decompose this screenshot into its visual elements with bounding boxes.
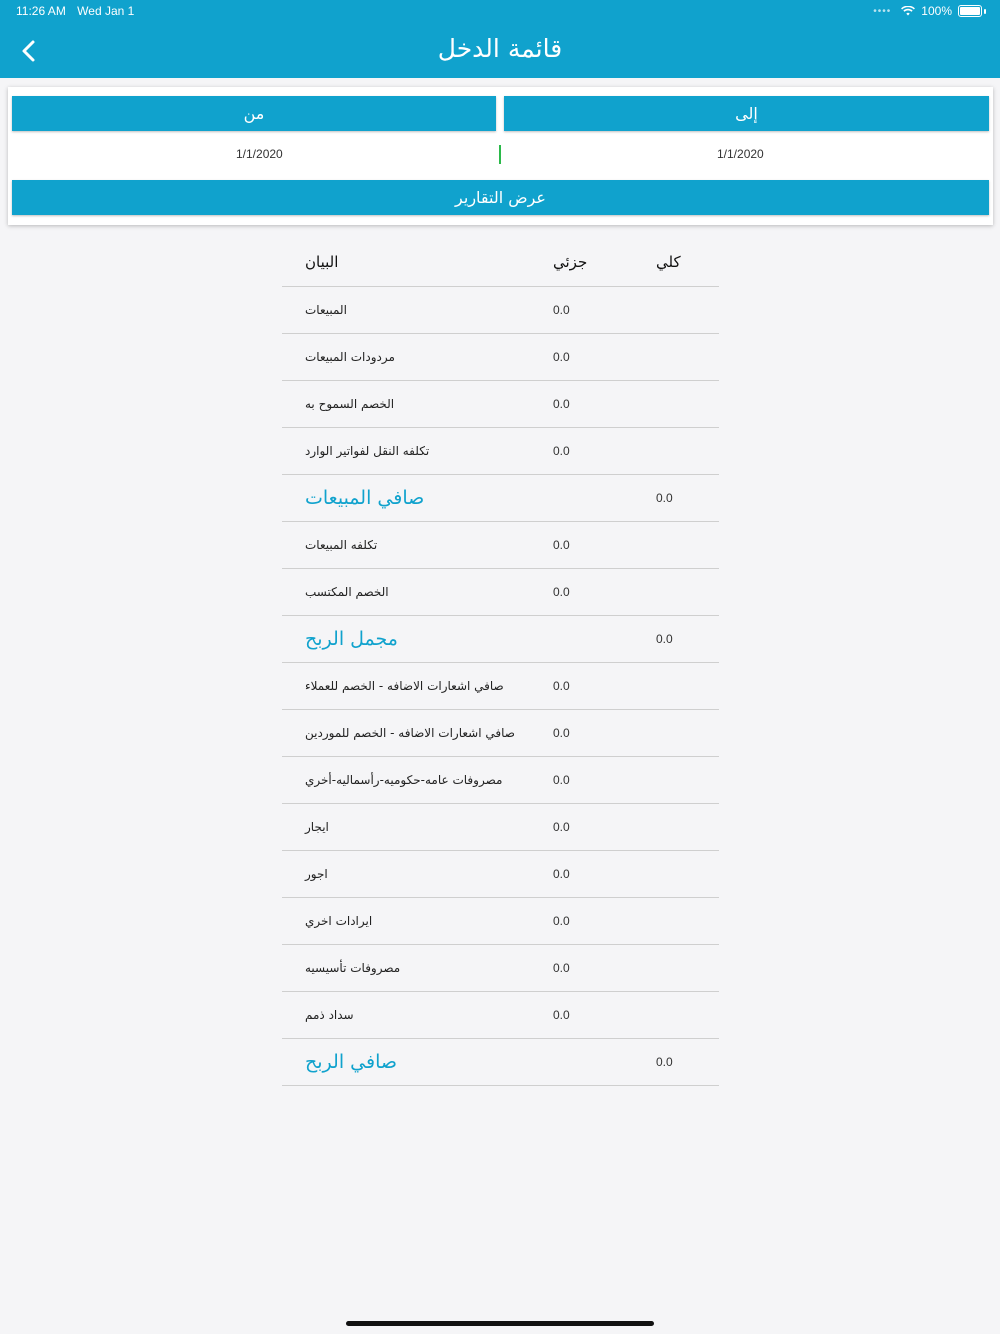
status-date: Wed Jan 1 — [77, 4, 135, 18]
table-row — [282, 757, 719, 804]
table-row — [282, 428, 719, 475]
row-description: مصروفات عامه-حكوميه-رأسماليه-أخري — [305, 773, 503, 787]
summary-row-gross-profit — [282, 616, 719, 663]
row-partial: 0.0 — [553, 585, 570, 599]
row-partial: 0.0 — [553, 961, 570, 975]
row-partial: 0.0 — [553, 679, 570, 693]
table-row — [282, 522, 719, 569]
status-bar — [0, 0, 1000, 24]
wifi-icon — [901, 6, 915, 16]
battery-icon — [958, 5, 982, 17]
table-row — [282, 663, 719, 710]
row-partial: 0.0 — [553, 914, 570, 928]
row-partial: 0.0 — [553, 397, 570, 411]
row-total: 0.0 — [656, 632, 673, 646]
table-row — [282, 898, 719, 945]
navigation-bar — [0, 0, 1000, 78]
header-total: كلي — [656, 253, 681, 271]
row-partial: 0.0 — [553, 726, 570, 740]
battery-cap — [984, 9, 986, 14]
table-row — [282, 945, 719, 992]
row-partial: 0.0 — [553, 303, 570, 317]
row-description: ايرادات اخري — [305, 914, 373, 928]
row-description: سداد ذمم — [305, 1008, 354, 1022]
row-total: 0.0 — [656, 491, 673, 505]
summary-row-net-profit — [282, 1039, 719, 1086]
row-description: صافي المبيعات — [305, 487, 425, 509]
summary-row-net-sales — [282, 475, 719, 522]
date-filter-card — [8, 87, 993, 225]
row-description: تكلفه النقل لفواتير الوارد — [305, 444, 430, 458]
show-reports-button[interactable]: عرض التقارير — [12, 180, 989, 215]
home-indicator[interactable] — [346, 1321, 654, 1326]
row-description: صافي اشعارات الاضافه - الخصم للموردين — [305, 726, 515, 740]
income-statement-table — [282, 238, 719, 1086]
to-date-value[interactable]: 1/1/2020 — [717, 147, 764, 161]
table-row — [282, 569, 719, 616]
row-total: 0.0 — [656, 1055, 673, 1069]
from-date-button[interactable]: من — [12, 96, 496, 131]
header-description: البيان — [305, 253, 339, 271]
signal-icon: •••• — [873, 5, 892, 17]
row-partial: 0.0 — [553, 350, 570, 364]
table-row — [282, 851, 719, 898]
table-row — [282, 710, 719, 757]
row-description: صافي اشعارات الاضافه - الخصم للعملاء — [305, 679, 504, 693]
row-description: المبيعات — [305, 303, 347, 317]
battery-percent: 100% — [921, 4, 952, 18]
to-date-button[interactable]: إلى — [504, 96, 989, 131]
row-description: مجمل الربح — [305, 628, 398, 650]
table-row — [282, 992, 719, 1039]
row-description: مردودات المبيعات — [305, 350, 395, 364]
row-description: صافي الربح — [305, 1051, 397, 1073]
date-divider — [499, 145, 501, 164]
table-row — [282, 804, 719, 851]
row-partial: 0.0 — [553, 820, 570, 834]
row-partial: 0.0 — [553, 867, 570, 881]
row-description: مصروفات تأسيسيه — [305, 961, 401, 975]
row-partial: 0.0 — [553, 1008, 570, 1022]
row-description: ايجار — [305, 820, 329, 834]
row-description: اجور — [305, 867, 328, 881]
page-title: قائمة الدخل — [437, 34, 563, 63]
table-row — [282, 287, 719, 334]
row-description: الخصم المكتسب — [305, 585, 389, 599]
row-partial: 0.0 — [553, 538, 570, 552]
table-row — [282, 334, 719, 381]
row-partial: 0.0 — [553, 444, 570, 458]
header-partial: جزئي — [553, 253, 588, 271]
row-description: تكلفه المبيعات — [305, 538, 378, 552]
table-row — [282, 381, 719, 428]
row-description: الخصم السموح به — [305, 397, 395, 411]
from-date-value[interactable]: 1/1/2020 — [236, 147, 283, 161]
row-partial: 0.0 — [553, 773, 570, 787]
status-time: 11:26 AM — [16, 4, 66, 18]
table-header-row — [282, 238, 719, 287]
